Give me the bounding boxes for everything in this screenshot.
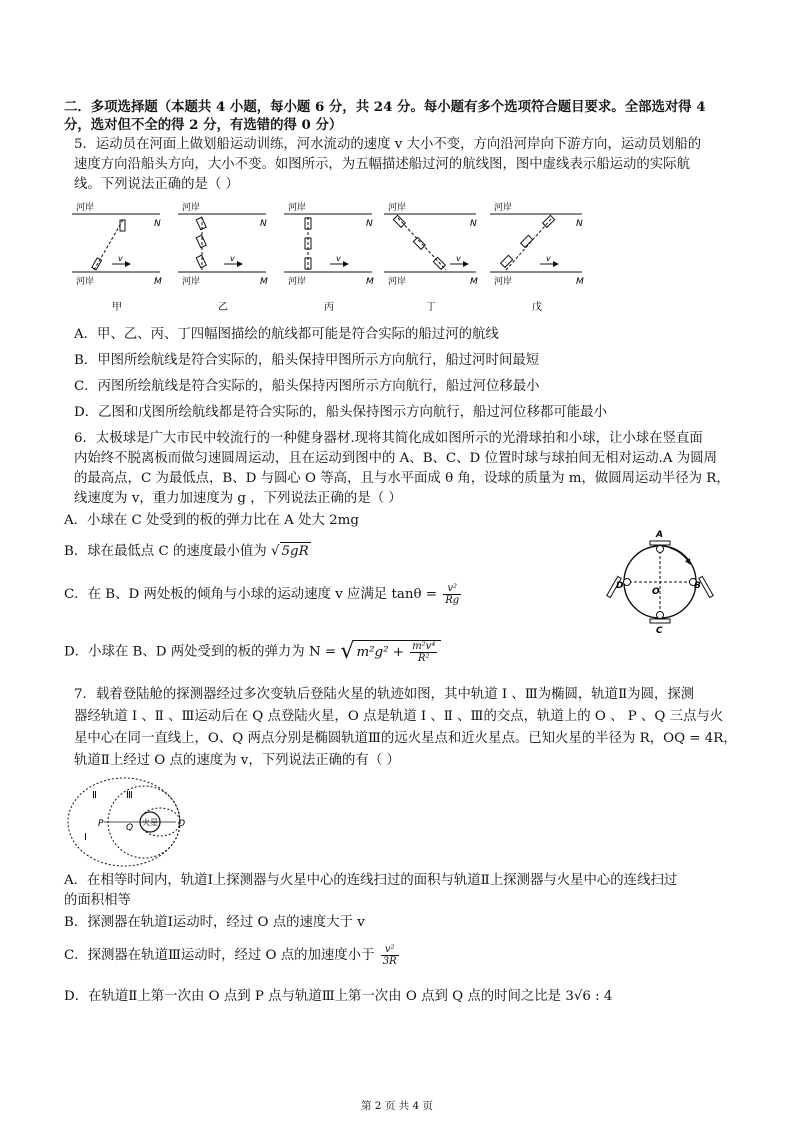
section-heading-line2: 分，选对但不全的得 2 分，有选错的得 0 分）	[64, 117, 343, 133]
q5-stem-line2: 速度方向沿船头方向，大小不变。如图所示，为五幅描述船过河的航线图，图中虚线表示船运动的实际航	[74, 157, 690, 172]
fig-ding-bottom-bank: 河岸	[388, 277, 407, 287]
q7-stem-line2: 器经轨道 Ⅰ 、Ⅱ 、Ⅲ运动后在 Q 点登陆火星，O 点是轨道 Ⅰ 、Ⅱ 、Ⅲ的交点，轨道上的 O 、 P 、Q 三点与火	[74, 709, 724, 724]
q5-stem-line1: 5．运动员在河面上做划船运动训练，河水流动的速度 v 大小不变，方向沿河岸向下游方向，运动员划船的	[74, 137, 702, 152]
q5-option-b: B．甲图所绘航线是符合实际的，船头保持甲图所示方向航行，船过河时间最短	[74, 353, 540, 368]
q6-option-a: A．小球在 C 处受到的板的弹力比在 A 处大 2mg	[64, 513, 359, 528]
fig-wu-caption: 戊	[532, 302, 542, 313]
q6-stem-line3: 的最高点，C 为最低点，B、D 与圆心 O 等高，且与水平面成 θ 角，设球的质量为 m，做圆周运动半径为 R，	[74, 471, 730, 486]
fig-label-b: B	[694, 581, 701, 591]
boat-icon	[521, 235, 533, 247]
q7-orbit-figure	[66, 772, 200, 872]
fig-yi-m: M	[260, 277, 268, 287]
fig-label-o2: O	[178, 819, 186, 829]
q6-option-c-fraction: $\frac{\text{v²}}{Rg}$	[445, 583, 460, 606]
fig-jia-m: M	[154, 277, 162, 287]
section-heading-line1: 二．多项选择题（本题共 4 小题，每小题 6 分，共 24 分。每小题有多个选项符合题目要求。全部选对得 4	[64, 99, 706, 115]
fig-jia-top-bank: 河岸	[76, 203, 95, 213]
figure-bing	[284, 201, 374, 313]
boat-icon	[92, 258, 102, 270]
boat-icon	[543, 215, 555, 227]
fig-bing-top-bank: 河岸	[288, 203, 307, 213]
figure-wu	[490, 201, 584, 313]
boat-icon	[393, 215, 405, 227]
fig-jia-v: v	[118, 254, 123, 263]
page-footer: 第 2 页 共 4 页	[360, 1100, 434, 1112]
q5-option-c: C．丙图所绘航线是符合实际的，船头保持丙图所示方向航行，船过河位移最小	[74, 379, 540, 394]
fig-label-p: P	[98, 819, 104, 829]
boat-icon	[413, 237, 425, 249]
fig-ding-n: N	[470, 219, 477, 229]
q7-option-a-line1: A．在相等时间内，轨道Ⅰ上探测器与火星中心的连线扫过的面积与轨道Ⅱ上探测器与火星中心的连线扫过	[64, 873, 678, 888]
q7-stem-line4: 轨道Ⅱ上经过 O 点的速度为 v，下列说法正确的有（ ）	[74, 753, 400, 768]
fig-wu-v: v	[546, 254, 551, 263]
q6-option-c-text: C．在 B、D 两处板的倾角与小球的运动速度 v 应满足 tanθ =	[64, 587, 438, 602]
boat-icon	[196, 255, 206, 268]
fig-wu-bottom-bank: 河岸	[494, 277, 513, 287]
fig-label-a: A	[656, 530, 663, 540]
fig-yi-v: v	[230, 254, 235, 263]
fig-label-orbit-1: Ⅰ	[84, 832, 87, 843]
q6-option-b-text: B．球在最低点 C 的速度最小值为	[64, 544, 267, 559]
fig-bing-caption: 丙	[324, 302, 334, 313]
q7-option-c-text: C．探测器在轨道Ⅲ运动时，经过 O 点的加速度小于	[64, 948, 375, 963]
q6-stem-line1: 6．太极球是广大市民中较流行的一种健身器材.现将其简化成如图所示的光滑球拍和小球，让小球在竖直面	[74, 431, 703, 446]
q7-option-c	[64, 944, 401, 967]
q5-option-d: D．乙图和戊图所绘航线都是符合实际的，船头保持图示方向航行，船过河位移都可能最小	[74, 405, 607, 420]
q5-stem-line3: 线。下列说法正确的是（ ）	[74, 177, 239, 192]
q7-option-c-fraction: $\frac{\text{v²}}{3R}$	[382, 944, 397, 967]
fig-bing-m: M	[366, 277, 374, 287]
q6-option-d-text: D．小球在 B、D 两处受到的板的弹力为 N =	[64, 644, 337, 660]
fig-bing-bottom-bank: 河岸	[288, 277, 307, 287]
q5-river-figures	[72, 198, 592, 318]
figure-ding	[384, 201, 478, 313]
fig-bing-n: N	[366, 219, 373, 229]
q6-taiji-figure	[606, 528, 714, 636]
q6-stem-line4: 线速度为 v，重力加速度为 g ，下列说法正确的是（ ）	[74, 491, 402, 506]
fig-label-mars: 火星	[142, 818, 158, 827]
fig-wu-n: N	[576, 219, 583, 229]
boat-icon	[196, 235, 206, 248]
fig-jia-n: N	[154, 219, 161, 229]
fig-wu-m: M	[576, 277, 584, 287]
fig-label-q: Q	[126, 823, 134, 833]
q6-option-c	[64, 583, 463, 606]
fig-label-o: O	[652, 587, 660, 597]
fig-jia-bottom-bank: 河岸	[76, 277, 95, 287]
fig-label-d: D	[616, 581, 624, 591]
fig-ding-v: v	[456, 254, 461, 263]
fig-label-orbit-2: Ⅱ	[92, 790, 97, 801]
fig-yi-n: N	[260, 219, 267, 229]
q7-option-a-line2: 的面积相等	[64, 893, 131, 908]
fig-ding-m: M	[470, 277, 478, 287]
fig-label-orbit-3: Ⅲ	[126, 790, 133, 801]
boat-icon	[501, 255, 513, 267]
fig-ding-top-bank: 河岸	[388, 203, 407, 213]
boat-icon	[120, 220, 125, 231]
fig-bing-v: v	[336, 254, 341, 263]
q7-stem-line3: 星中心在同一直线上，O、Q 两点分别是椭圆轨道Ⅲ的远火星点和近火星点。已知火星的半径为 R，OQ = 4R，	[74, 731, 737, 746]
figure-jia	[72, 201, 162, 313]
fig-ding-caption: 丁	[426, 302, 436, 313]
fig-wu-top-bank: 河岸	[494, 203, 513, 213]
fig-yi-bottom-bank: 河岸	[182, 277, 201, 287]
fig-yi-top-bank: 河岸	[182, 203, 201, 213]
q7-option-d: D．在轨道Ⅱ上第一次由 O 点到 P 点与轨道Ⅲ上第一次由 O 点到 Q 点的时间之比是 3√6 : 4	[64, 989, 613, 1004]
fig-jia-caption: 甲	[112, 302, 122, 313]
figure-yi	[178, 201, 268, 313]
q6-option-b: B．球在最低点 C 的速度最小值为 √ 5gR	[64, 544, 309, 559]
q5-option-a: A．甲、乙、丙、丁四幅图描绘的航线都可能是符合实际的船过河的航线	[74, 327, 499, 342]
boat-icon	[196, 217, 206, 230]
q6-option-b-math: 5gR	[281, 544, 309, 559]
q6-stem-line2: 内始终不脱离板而做匀速圆周运动，且在运动到图中的 A、B、C、D 位置时球与球拍间无相对运动.A 为圆周	[74, 451, 717, 466]
fig-yi-caption: 乙	[218, 302, 228, 313]
q7-stem-line1: 7．载着登陆舱的探测器经过多次变轨后登陆火星的轨迹如图，其中轨道 Ⅰ 、Ⅲ为椭圆，轨道Ⅱ为圆，探测	[74, 687, 695, 702]
q6-option-d: D．小球在 B、D 两处受到的板的弹力为 N = √ m²g² + $\frac{\text{m²v⁴}}{\text{R²}}$	[64, 640, 441, 664]
q7-option-b: B．探测器在轨道Ⅰ运动时，经过 O 点的速度大于 v	[64, 915, 365, 930]
fig-label-c: C	[656, 626, 663, 636]
